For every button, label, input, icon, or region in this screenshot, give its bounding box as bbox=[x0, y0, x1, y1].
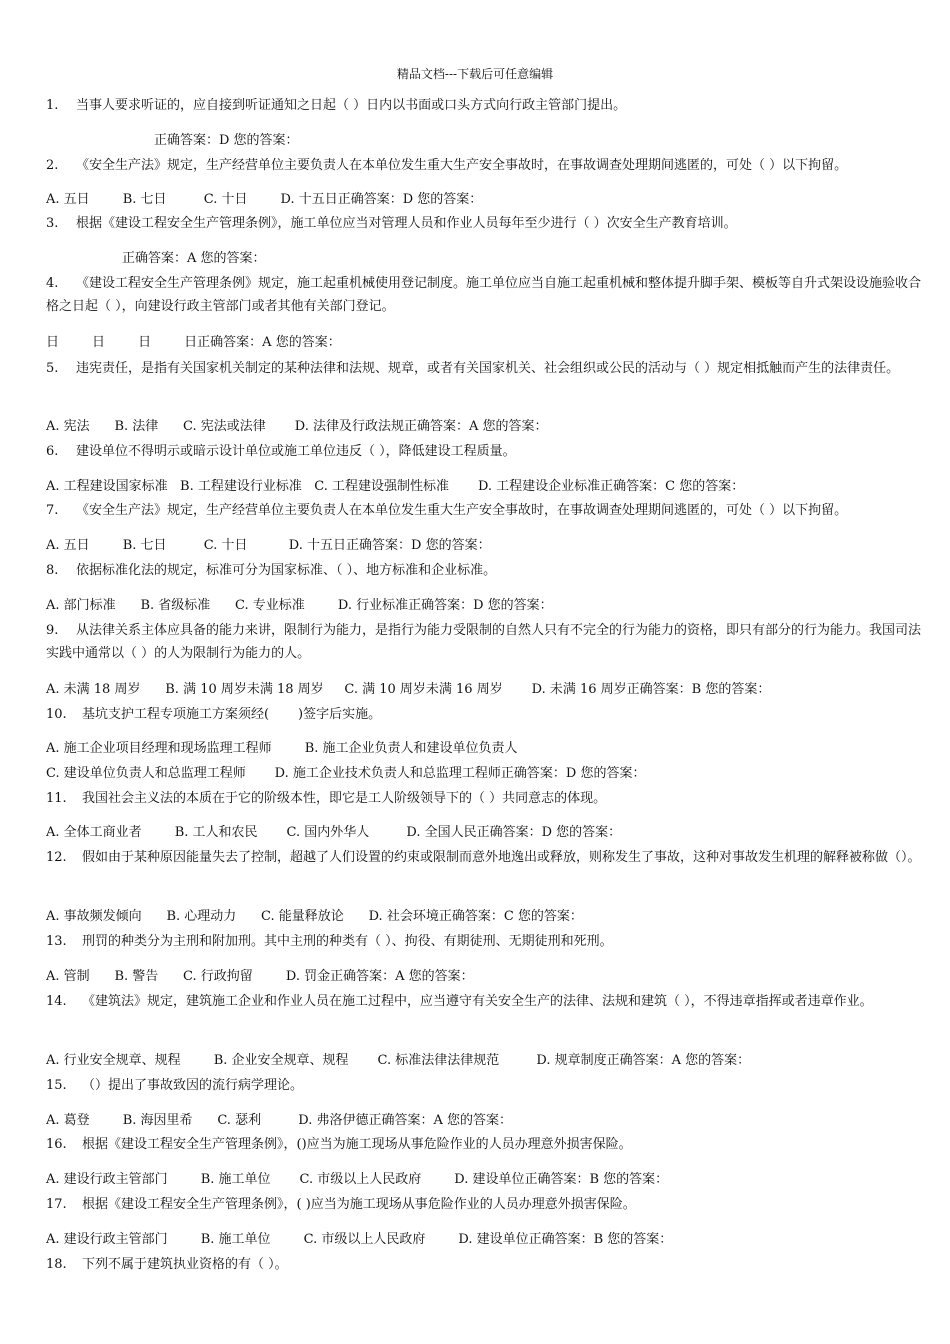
question-12 bbox=[46, 846, 926, 869]
question-text: 根据《建设工程安全生产管理条例》，()应当为施工现场从事危险作业的人员办理意外损害保险。 bbox=[82, 1137, 632, 1152]
options-line-15: A. 葛登 B. 海因里希 C. 瑟利 D. 弗洛伊德正确答案：A 您的答案： bbox=[46, 1113, 513, 1128]
question-text: 《安全生产法》规定，生产经营单位主要负责人在本单位发生重大生产安全事故时，在事故调查处理期间逃匿的，可处（ ）以下拘留。 bbox=[76, 503, 848, 518]
options-line-13: A. 管制 B. 警告 C. 行政拘留 D. 罚金正确答案：A 您的答案： bbox=[46, 969, 474, 984]
question-14 bbox=[46, 990, 926, 1013]
question-text: 根据《建设工程安全生产管理条例》，( )应当为施工现场从事危险作业的人员办理意外损害保险。 bbox=[82, 1197, 636, 1212]
question-17 bbox=[46, 1195, 926, 1215]
question-text: 依据标准化法的规定，标准可分为国家标准、（ ）、地方标准和企业标准。 bbox=[76, 563, 497, 578]
question-number: 10. bbox=[46, 707, 67, 722]
question-text: 《建设工程安全生产管理条例》规定，施工起重机械使用登记制度。施工单位应当自施工起重机械和整体提升脚手架、模板等自升式架设设施验收合格之日起（ ），向建设行政主管部门或者其他有关部门登记。 bbox=[46, 276, 922, 314]
options-line-9: A. 未满 18 周岁 B. 满 10 周岁未满 18 周岁 C. 满 10 周岁未满 16 周岁 D. 未满 16 周岁正确答案：B 您的答案： bbox=[46, 682, 771, 697]
question-text: 建设单位不得明示或暗示设计单位或施工单位违反（ ），降低建设工程质量。 bbox=[76, 444, 516, 459]
question-number: 6. bbox=[46, 444, 59, 459]
question-text: （）提出了事故致因的流行病学理论。 bbox=[82, 1078, 304, 1093]
question-text: 《建筑法》规定，建筑施工企业和作业人员在施工过程中，应当遵守有关安全生产的法律、法规和建筑（ ），不得违章指挥或者违章作业。 bbox=[82, 994, 873, 1009]
question-text: 我国社会主义法的本质在于它的阶级本性，即它是工人阶级领导下的（ ）共同意志的体现。 bbox=[82, 791, 607, 806]
question-4 bbox=[46, 272, 926, 318]
question-number: 12. bbox=[46, 850, 67, 865]
options-line-17: A. 建设行政主管部门 B. 施工单位 C. 市级以上人民政府 D. 建设单位正确答案：B 您的答案： bbox=[46, 1232, 673, 1247]
page-header: 精品文档---下载后可任意编辑 bbox=[396, 67, 554, 81]
question-10 bbox=[46, 705, 926, 725]
question-text: 从法律关系主体应具备的能力来讲，限制行为能力，是指行为能力受限制的自然人只有不完全的行为能力的资格，即只有部分的行为能力。我国司法实践中通常以（ ）的人为限制行为能力的人。 bbox=[46, 623, 922, 661]
question-text: 下列不属于建筑执业资格的有（ ）。 bbox=[82, 1257, 288, 1272]
options-line-16: A. 建设行政主管部门 B. 施工单位 C. 市级以上人民政府 D. 建设单位正确答案：B 您的答案： bbox=[46, 1172, 669, 1187]
question-text: 根据《建设工程安全生产管理条例》，施工单位应当对管理人员和作业人员每年至少进行（ ）次安全生产教育培训。 bbox=[76, 216, 737, 231]
question-number: 11. bbox=[46, 791, 67, 806]
options-line-10a: A. 施工企业项目经理和现场监理工程师 B. 施工企业负责人和建设单位负责人 bbox=[46, 741, 518, 756]
question-7 bbox=[46, 501, 926, 521]
question-6 bbox=[46, 442, 926, 462]
options-line-10b: C. 建设单位负责人和总监理工程师 D. 施工企业技术负责人和总监理工程师正确答案：D 您的答案： bbox=[46, 766, 646, 781]
question-text: 违宪责任，是指有关国家机关制定的某种法律和法规、规章，或者有关国家机关、社会组织或公民的活动与（ ）规定相抵触而产生的法律责任。 bbox=[76, 361, 900, 376]
options-line-6: A. 工程建设国家标准 B. 工程建设行业标准 C. 工程建设强制性标准 D. 工程建设企业标准正确答案：C 您的答案： bbox=[46, 479, 745, 494]
question-8 bbox=[46, 561, 926, 581]
question-5 bbox=[46, 357, 926, 380]
options-line-12: A. 事故频发倾向 B. 心理动力 C. 能量释放论 D. 社会环境正确答案：C 您的答案： bbox=[46, 909, 583, 924]
question-18 bbox=[46, 1255, 926, 1275]
question-number: 8. bbox=[46, 563, 59, 578]
options-line-8: A. 部门标准 B. 省级标准 C. 专业标准 D. 行业标准正确答案：D 您的答案： bbox=[46, 598, 553, 613]
question-number: 16. bbox=[46, 1137, 67, 1152]
question-number: 9. bbox=[46, 623, 59, 638]
options-line-14: A. 行业安全规章、规程 B. 企业安全规章、规程 C. 标准法律法律规范 D. 规章制度正确答案：A 您的答案： bbox=[46, 1053, 751, 1068]
question-number: 13. bbox=[46, 934, 67, 949]
question-2 bbox=[46, 156, 926, 176]
question-number: 1. bbox=[46, 98, 59, 113]
question-13 bbox=[46, 932, 926, 952]
options-line-7: A. 五日 B. 七日 C. 十日 D. 十五日正确答案：D 您的答案： bbox=[46, 538, 491, 553]
question-16 bbox=[46, 1135, 926, 1155]
answer-line-1: 正确答案：D 您的答案： bbox=[154, 133, 299, 148]
question-text: 当事人要求听证的，应自接到听证通知之日起（ ）日内以书面或口头方式向行政主管部门提出。 bbox=[76, 98, 627, 113]
question-text: 假如由于某种原因能量失去了控制，超越了人们设置的约束或限制而意外地逸出或释放，则称发生了事故，这种对事故发生机理的解释被称做（）。 bbox=[82, 850, 921, 865]
question-text: 《安全生产法》规定，生产经营单位主要负责人在本单位发生重大生产安全事故时，在事故调查处理期间逃匿的，可处（ ）以下拘留。 bbox=[76, 158, 848, 173]
question-number: 7. bbox=[46, 503, 59, 518]
question-number: 15. bbox=[46, 1078, 67, 1093]
question-1 bbox=[46, 96, 926, 116]
question-number: 5. bbox=[46, 361, 59, 376]
options-line-4: 日 日 日 日正确答案：A 您的答案： bbox=[46, 335, 341, 350]
question-11 bbox=[46, 789, 926, 809]
question-number: 17. bbox=[46, 1197, 67, 1212]
options-line-2: A. 五日 B. 七日 C. 十日 D. 十五日正确答案：D 您的答案： bbox=[46, 192, 483, 207]
question-number: 4. bbox=[46, 276, 59, 291]
question-number: 3. bbox=[46, 216, 59, 231]
answer-line-3: 正确答案：A 您的答案： bbox=[122, 251, 266, 266]
question-text: 刑罚的种类分为主刑和附加刑。其中主刑的种类有（ ）、拘役、有期徒刑、无期徒刑和死刑。 bbox=[82, 934, 613, 949]
question-9 bbox=[46, 619, 926, 665]
question-text: 基坑支护工程专项施工方案须经( )签字后实施。 bbox=[82, 707, 382, 722]
question-number: 18. bbox=[46, 1257, 67, 1272]
question-15 bbox=[46, 1076, 926, 1096]
question-number: 2. bbox=[46, 158, 59, 173]
question-3 bbox=[46, 214, 926, 234]
options-line-5: A. 宪法 B. 法律 C. 宪法或法律 D. 法律及行政法规正确答案：A 您的答案： bbox=[46, 419, 548, 434]
question-number: 14. bbox=[46, 994, 67, 1009]
options-line-11: A. 全体工商业者 B. 工人和农民 C. 国内外华人 D. 全国人民正确答案：D 您的答案： bbox=[46, 825, 622, 840]
